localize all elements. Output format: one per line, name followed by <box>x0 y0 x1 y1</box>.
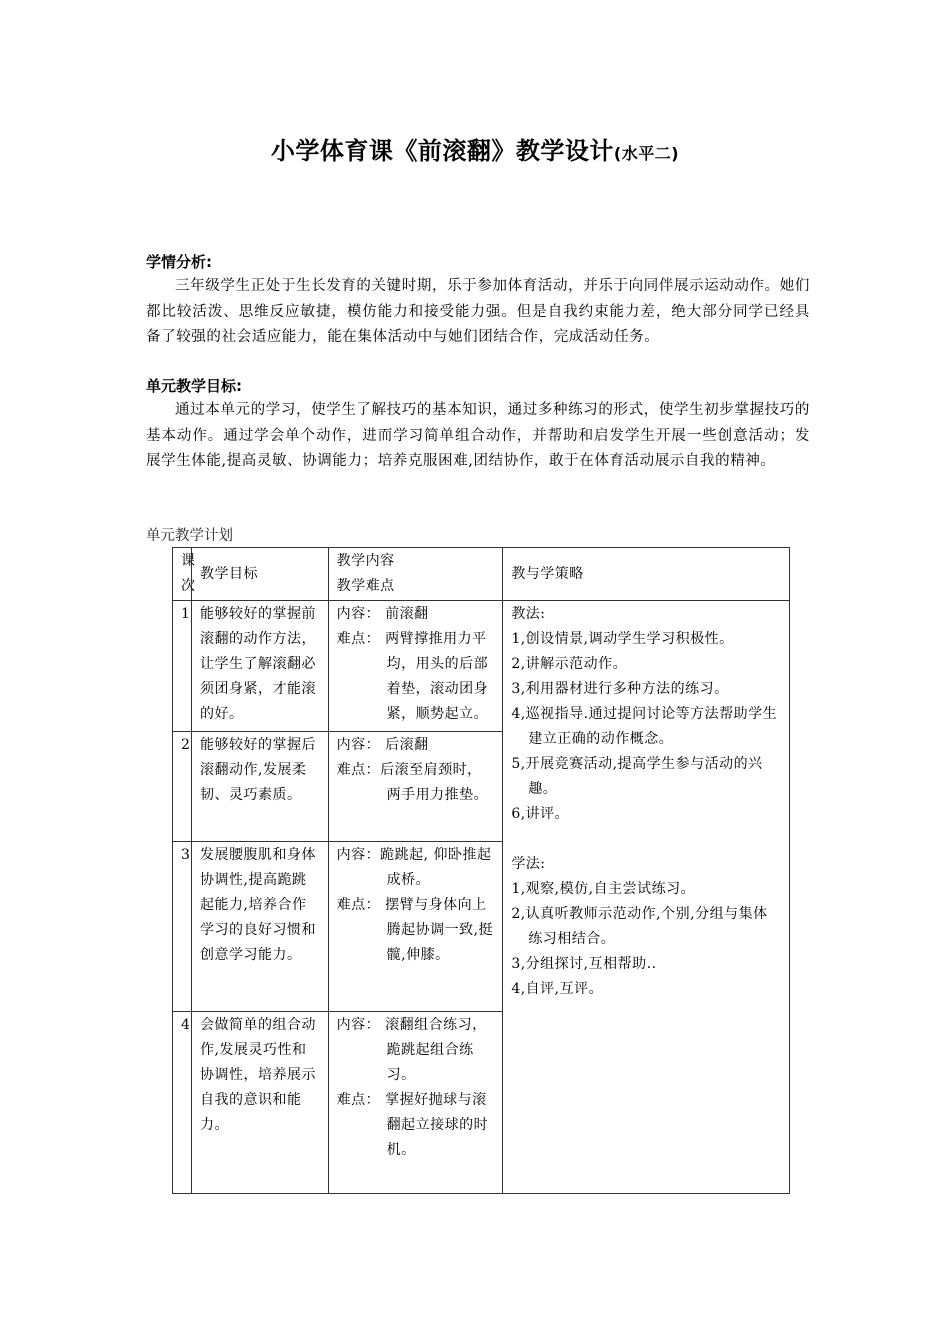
lesson-goal: 能够较好的掌握后滚翻动作,发展柔韧、灵巧素质。 <box>192 732 329 842</box>
list-item: 3,分组探讨,互相帮助.. <box>511 956 657 972</box>
list-item: 1,观察,模仿,自主尝试练习。 <box>511 881 696 897</box>
lesson-content-cell <box>328 732 503 842</box>
list-item: 4,巡视指导.通过提问讨论等方法帮助学生建立正确的动作概念。 <box>511 706 778 747</box>
student-analysis-section <box>146 250 810 351</box>
teaching-methods-heading: 教法: <box>511 606 546 622</box>
table-row <box>173 601 790 732</box>
header-lesson: 课次 <box>173 548 192 601</box>
list-item: 1,创设情景,调动学生学习积极性。 <box>511 631 734 647</box>
list-item: 4,自评,互评。 <box>511 981 604 997</box>
header-content <box>328 548 503 601</box>
title-suffix: (水平二) <box>613 144 680 163</box>
lesson-content: 内容： 后滚翻 <box>336 737 429 753</box>
list-item: 5,开展竞赛活动,提高学生参与活动的兴趣。 <box>511 756 763 797</box>
lesson-goal: 会做简单的组合动作,发展灵巧性和协调性，培养展示自我的意识和能力。 <box>192 1012 329 1194</box>
list-item: 6,讲评。 <box>511 806 570 822</box>
lesson-number: 4 <box>173 1012 192 1194</box>
student-analysis-heading: 学情分析: <box>146 253 212 271</box>
lesson-content: 内容：跪跳起, 仰卧推起成桥。 <box>336 847 492 888</box>
unit-plan-table <box>172 547 790 1194</box>
unit-goals-body: 通过本单元的学习，使学生了解技巧的基本知识，通过多种练习的形式，使学生初步掌握技巧的基本动作。通过学会单个动作，进而学习简单组合动作，并帮助和启发学生开展一些创意活动；发展学生体能,提高灵敏、协调能力；培养克服困难,团结协作，敢于在体育活动展示自我的精神。 <box>146 402 810 469</box>
lesson-content-cell <box>328 842 503 1012</box>
unit-goals-section <box>146 374 810 475</box>
lesson-difficulty: 难点：后滚至肩颈时，两手用力推垫。 <box>336 762 489 803</box>
list-item: 2,讲解示范动作。 <box>511 656 628 672</box>
header-goal: 教学目标 <box>192 548 329 601</box>
learning-methods-heading: 学法: <box>511 856 546 872</box>
page-title <box>0 133 950 172</box>
lesson-number: 3 <box>173 842 192 1012</box>
lesson-content-cell <box>328 601 503 732</box>
table-header-row <box>173 548 790 601</box>
header-content-line2: 教学难点 <box>336 578 395 594</box>
plan-caption: 单元教学计划 <box>146 528 233 544</box>
lesson-difficulty: 难点： 摆臂与身体向上腾起协调一致,挺髋,伸膝。 <box>336 897 494 963</box>
strategy-cell <box>503 601 790 1194</box>
lesson-goal: 发展腰腹肌和身体协调性,提高跪跳起能力,培养合作学习的良好习惯和创意学习能力。 <box>192 842 329 1012</box>
lesson-number: 2 <box>173 732 192 842</box>
lesson-difficulty: 难点： 两臂撑推用力平均，用头的后部着垫，滚动团身紧，顺势起立。 <box>336 631 489 722</box>
lesson-content-cell <box>328 1012 503 1194</box>
spacer <box>511 827 781 852</box>
list-item: 3,利用器材进行多种方法的练习。 <box>511 681 729 697</box>
learning-methods <box>511 852 781 1002</box>
teaching-methods <box>511 602 781 827</box>
lesson-content: 内容： 前滚翻 <box>336 606 429 622</box>
unit-goals-heading: 单元教学目标: <box>146 377 242 395</box>
header-content-line1: 教学内容 <box>336 553 395 569</box>
lesson-content: 内容： 滚翻组合练习，跪跳起组合练习。 <box>336 1017 487 1083</box>
lesson-goal: 能够较好的掌握前滚翻的动作方法，让学生了解滚翻必须团身紧，才能滚的好。 <box>192 601 329 732</box>
title-main: 小学体育课《前滚翻》教学设计 <box>270 137 614 165</box>
lesson-number: 1 <box>173 601 192 732</box>
header-strategy: 教与学策略 <box>503 548 790 601</box>
list-item: 2,认真听教师示范动作,个别,分组与集体练习相结合。 <box>511 906 768 947</box>
lesson-difficulty: 难点： 掌握好抛球与滚翻起立接球的时机。 <box>336 1092 489 1158</box>
student-analysis-body: 三年级学生正处于生长发育的关键时期，乐于参加体育活动，并乐于向同伴展示运动动作。她们都比较活泼、思维反应敏捷，模仿能力和接受能力强。但是自我约束能力差，绝大部分同学已经具备了较强的社会适应能力，能在集体活动中与她们团结合作，完成活动任务。 <box>146 278 810 345</box>
